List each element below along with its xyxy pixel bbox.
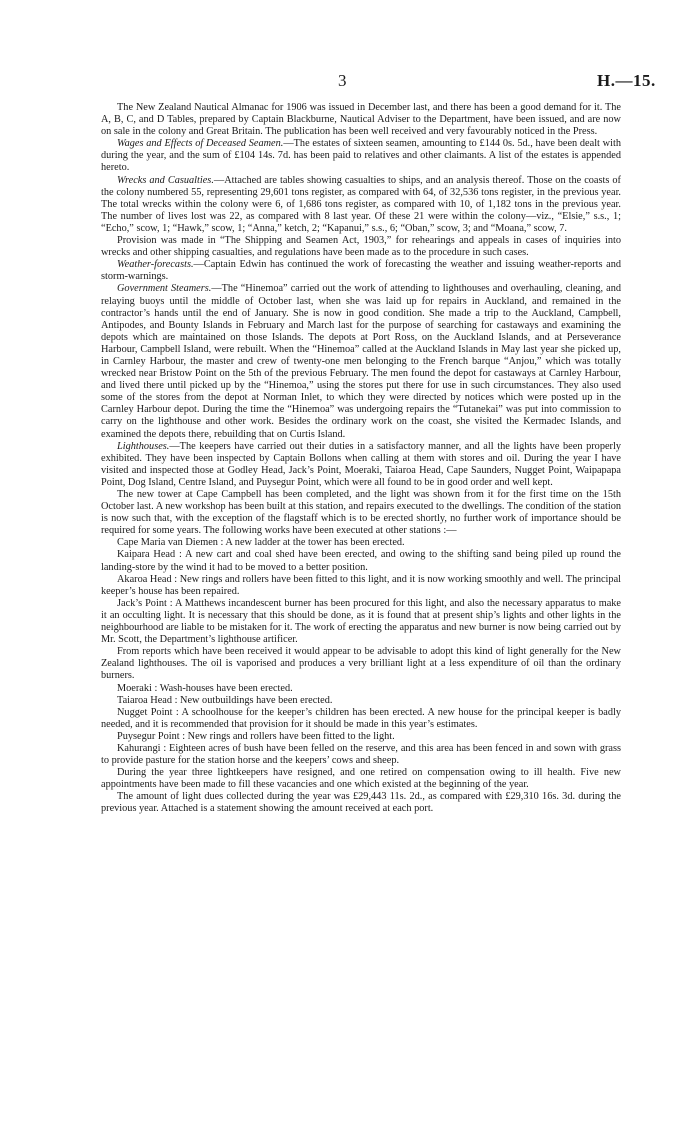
paragraph <box>101 695 621 707</box>
document-reference: H.—15. <box>597 71 656 90</box>
paragraph <box>101 175 621 235</box>
paragraph-text: From reports which have been received it would appear to be advisable to adopt this kind of light generally for the New Zealand lighthouses. The oil is vaporised and produces a very brilliant light at a less expenditure of oil than the ordinary burners. <box>101 646 621 682</box>
paragraph-text: During the year three lightkeepers have resigned, and one retired on compensation owing to ill health. Five new appointments have been made to fill these vacancies and one which existed at the beginning of the year. <box>101 767 621 791</box>
paragraph <box>101 731 621 743</box>
paragraph-heading: Lighthouses. <box>117 440 170 452</box>
paragraph <box>101 549 621 573</box>
paragraph <box>101 283 621 440</box>
paragraph-text: —Captain Edwin has continued the work of forecasting the weather and issuing weather-reports and storm-warnings. <box>101 259 621 283</box>
paragraph-text: Nugget Point : A schoolhouse for the keeper’s children has been erected. A new house for the principal keeper is badly needed, and it is recommended that provision for it should be made in this year’s estimates. <box>101 706 621 730</box>
paragraph <box>101 235 621 259</box>
paragraph-text: Provision was made in “The Shipping and Seamen Act, 1903,” for rehearings and appeals in cases of inquiries into wrecks and other shipping casualties, and regulations have been made as to the procedure in such cases. <box>101 235 621 259</box>
paragraph-text: Cape Maria van Diemen : A new ladder at the tower has been erected. <box>117 537 405 549</box>
paragraph <box>101 683 621 695</box>
paragraph <box>101 791 621 815</box>
paragraph <box>101 102 621 138</box>
paragraph <box>101 574 621 598</box>
paragraph-text: Akaroa Head : New rings and rollers have been fitted to this light, and it is now working smoothly and well. The principal keeper’s house has been repaired. <box>101 573 621 597</box>
paragraph <box>101 646 621 682</box>
paragraph-text: —The “Hinemoa” carried out the work of attending to lighthouses and overhauling, cleaning, and relaying buoys until the middle of October last, when she was laid up for repairs in Auckland, and remained in the contractor’s hands until the end of January. She is now in good condition. She made a trip to the Auckland, Campbell, Antipodes, and Bounty Islands in February and March last for the purpose of searching for castaways and examining the depots which are maintained on those Islands. The depots at Port Ross, on the Auckland Islands, and at Perseverance Harbour, Campbell Island, were rebuilt. When the “Hinemoa” called at the Auckland Islands in May last year she picked up, in Carnley Harbour, the master and crew of twenty-one men belonging to the French barque “Anjou,” which was totally wrecked near Bristow Point on the 5th of the previous February. The men found the depot for castaways at Carnley Harbour, and lived there until picked up by the “Hinemoa,” using the stores put there for use in such circumstances. They also used some of the stores from the depot at Norman Inlet, to which they were directed by notices which were posted up in the Carnley Harbour depot. During the time the “Hinemoa” was undergoing repairs the “Tutanekai” was put into commission to carry on the lighthouse and other work. Besides the ordinary work on the coast, she visited the Kermadec Islands, and examined the depots there, rebuilding that on Curtis Island. <box>101 283 622 440</box>
paragraph <box>101 707 621 731</box>
paragraph-heading: Government Steamers. <box>117 283 212 295</box>
paragraph-heading: Wrecks and Casualties. <box>117 174 214 186</box>
paragraph <box>101 138 621 174</box>
paragraph-text: Puysegur Point : New rings and rollers have been fitted to the light. <box>117 730 395 742</box>
paragraph <box>101 598 621 646</box>
paragraph-text: The amount of light dues collected during the year was £29,443 11s. 2d., as compared with £29,310 16s. 3d. during the previous year. Attached is a statement showing the amount received at each port. <box>101 791 621 815</box>
paragraph-text: Kaipara Head : A new cart and coal shed have been erected, and owing to the shifting sand being piled up round the landing-store by the wind it had to be moved to a better position. <box>101 549 621 573</box>
paragraph-text: The new tower at Cape Campbell has been completed, and the light was shown from it for the first time on the 15th October last. A new workshop has been built at this station, and repairs executed to the dwellings. The condition of the station is now such that, with the exception of the flagstaff which is to be erected shortly, no further work of importance should be required for some years. The following works have been executed at other stations :— <box>101 489 621 537</box>
paragraph <box>101 259 621 283</box>
paragraph-heading: Weather-forecasts. <box>117 259 194 271</box>
page-number: 3 <box>338 71 347 90</box>
paragraph-text: The New Zealand Nautical Almanac for 1906 was issued in December last, and there has been a good demand for it. The A, B, C, and D Tables, prepared by Captain Blackburne, Nautical Adviser to the Department, have been issued, and are now on sale in the colony and Great Britain. The publication has been well received and very favourably noticed in the Press. <box>101 102 621 138</box>
paragraph-text: Kahurangi : Eighteen acres of bush have been felled on the reserve, and this area has been fenced in and sown with grass to provide pasture for the station horse and the keepers’ cows and sheep. <box>101 742 621 767</box>
paragraph-text: Jack’s Point : A Matthews incandescent burner has been procured for this light, and also the necessary apparatus to make it an occulting light. It is necessary that this should be done, as it is found that at present ship’s lights and other lights in the neighbourhood are liable to be mistaken for it. The work of erecting the apparatus and new burner is now being carried out by Mr. Scott, the Department’s lighthouse artificer. <box>101 597 621 646</box>
paragraph-text: —The estates of sixteen seamen, amounting to £144 0s. 5d., have been dealt with during the year, and the sum of £104 14s. 7d. has been paid to relatives and other claimants. A list of the estates is appended hereto. <box>101 138 621 174</box>
paragraph-text: —Attached are tables showing casualties to ships, and an analysis thereof. Those on the coasts of the colony numbered 55, representing 29,601 tons register, as compared with 64, of 32,536 tons register, in the previous year. The total wrecks within the colony were 6, of 1,686 tons register, as compared with 10, of 1,182 tons in the previous year. The number of lives lost was 22, as compared with 8 last year. Of these 21 were within the colony—viz., “Elsie,” s.s., 1; “Echo,” scow, 1; “Hawk,” scow, 1; “Anna,” ketch, 2; “Kapanui,” s.s., 6; “Oban,” scow, 3; and “Moana,” scow, 7. <box>101 174 621 234</box>
paragraph-text: —The keepers have carried out their duties in a satisfactory manner, and all the lights have been properly exhibited. They have been inspected by Captain Bollons when calling at them with stores and oil. During the year I have visited and inspected those at Godley Head, Jack’s Point, Moeraki, Taiaroa Head, Cape Saunders, Nugget Point, Waipapapa Point, Dog Island, Centre Island, and Puysegur Point, which were all found to be in good order and well kept. <box>101 440 621 488</box>
paragraph <box>101 743 621 767</box>
paragraph-text: Moeraki : Wash-houses have been erected. <box>117 682 293 694</box>
paragraph <box>101 537 621 549</box>
paragraph <box>101 441 621 489</box>
document-body <box>101 102 621 816</box>
paragraph <box>101 489 621 537</box>
paragraph-text: Taiaroa Head : New outbuildings have been erected. <box>117 694 333 706</box>
paragraph <box>101 767 621 791</box>
paragraph-heading: Wages and Effects of Deceased Seamen. <box>117 138 284 150</box>
